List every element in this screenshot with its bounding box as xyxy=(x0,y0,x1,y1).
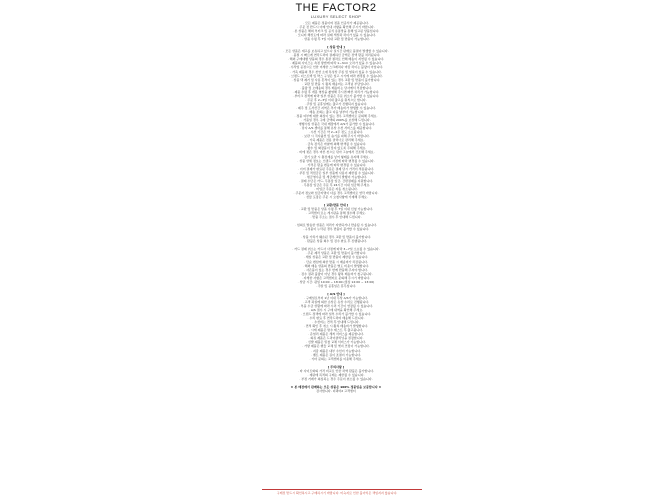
notice-line: · 재판매 목적의 구매는 제한될 수 있습니다. xyxy=(307,372,365,377)
notice-line: · 가격은 환율 변동에 따라 변경될 수 있습니다. xyxy=(305,162,367,167)
notice-line: · 고객 과실에 의한 손상은 유상 수리로 진행됩니다. xyxy=(302,299,370,304)
notice-line: · 수선 기간은 약 2~4주 정도 소요됩니다. xyxy=(308,130,364,135)
notice-line: · 타 사이트와의 가격 비교로 인한 차액 환불은 불가합니다. xyxy=(297,368,375,373)
notice-line: · 수선비는 견적 후 안내해 드립니다. xyxy=(312,320,360,325)
notice-line: · 향수 및 화장품이 닿지 않도록 주의해 주세요. xyxy=(305,146,367,151)
notice-line: · 결제 수단은 카드, 무통장 입금, 간편결제를 지원합니다. xyxy=(298,178,374,183)
notice-line: · A/S 접수 시 구매 내역을 확인해 주세요. xyxy=(308,308,364,313)
notice-line: · 부티크 정책에 따라 일부 상품은 주문 취소가 불가할 수 있습니다. xyxy=(292,93,380,98)
notice-line: · 금속 장식은 마찰에 의해 변색될 수 있습니다. xyxy=(305,142,367,147)
notice-line: · 선물 포장은 주문 시 요청사항에 기재해 주세요. xyxy=(304,194,368,199)
notice-line: · 교환 및 반품 시 왕복 배송비는 고객님 부담입니다. xyxy=(302,81,370,86)
notice-line: · 검수 결과 불량이 아닌 경우 왕복 배송비가 청구됩니다. xyxy=(299,271,373,276)
notice-line: · 쿠폰 및 적립금은 일부 상품에 사용이 제한될 수 있습니다. xyxy=(297,170,375,175)
notice-line: · 제품의 사이즈는 측정 방법에 따라 1~3cm 오차가 있을 수 있습니다. xyxy=(290,61,382,66)
section-title: [ 상품 안내 ] xyxy=(327,45,345,50)
notice-line: · 교환 및 반품은 상품 수령 후 7일 이내 신청 가능합니다. xyxy=(298,207,374,212)
notice-line: · 고객센터 또는 게시판을 통해 접수해 주세요. xyxy=(306,211,366,216)
notice-line: · 환불은 상품 회수 및 검수 완료 후 진행됩니다. xyxy=(305,239,367,244)
notice-line: · 부정 거래가 의심되는 경우 주문이 취소될 수 있습니다. xyxy=(299,376,373,381)
notice-line: · 상담 시간: 평일 10:00 ~ 18:00 (점심 12:00 ~ 13:00) xyxy=(297,279,375,284)
notice-line: · 의류 제품은 드라이클리닝을 권장합니다. xyxy=(308,336,364,341)
notice-line: · 시계 제품은 방수 테스트 후 출고됩니다. xyxy=(309,328,363,333)
notice-line: · 병행수입 상품은 국내 매장에서 A/S가 불가할 수 있습니다. xyxy=(296,122,376,127)
notice-line: · 불량 및 오배송의 경우 배송비는 당사에서 부담합니다. xyxy=(299,85,373,90)
notice-line: · 쥬얼리 제품은 세척 서비스를 제공합니다. xyxy=(308,332,364,337)
notice-line: · 자세한 사항은 고객센터로 문의해 주시기 바랍니다. xyxy=(301,275,371,280)
notice-line: · 품절 시 빠르게 연락드리며 결제하신 금액은 전액 환불 처리됩니다. xyxy=(291,53,381,58)
notice-line: · 모니터 해상도에 따라 실제 색상과 차이가 있을 수 있습니다. xyxy=(295,33,377,38)
section-title: [ A/S 안내 ] xyxy=(327,291,345,296)
notice-line: · 수리 완료 후 연락드리며 배송해 드립니다. xyxy=(307,316,365,321)
notice-line: · 상품 수령 후 7일 이내 교환 및 반품이 가능합니다. xyxy=(302,37,370,42)
notice-line: · 가죽 제품의 경우 천연 소재 특성상 주름 및 얼룩이 있을 수 있습니다. xyxy=(290,69,382,74)
footer-divider xyxy=(262,489,422,490)
notice-line: · 비에 젖은 경우 마른 천으로 닦아 그늘에서 건조해 주세요. xyxy=(297,150,375,155)
footer-warning: 구매전 반드시 확인하시고 구매하시기 바랍니다. 미숙지로 인한 불이익은 책임지지 않습니다. xyxy=(276,491,398,495)
notice-line: · 주문 후 2~3일 이내 출고를 원칙으로 합니다. xyxy=(305,97,367,102)
notice-line: · 주말 및 공휴일은 휴무입니다. xyxy=(315,283,357,288)
notice-line: · 모든 상품은 재고를 보유하고 있으나 실시간 판매로 품절이 발생할 수 있습니다. xyxy=(283,49,389,54)
notice-line: · 주문자 정보와 입금자명이 다를 경우 고객센터로 연락 바랍니다. xyxy=(293,190,379,195)
notice-line: · 무통장 입금은 주문 후 24시간 이내 입금해 주세요. xyxy=(301,182,371,187)
notice-line: · 당사 A/S 센터를 통해 유상 수선 서비스를 제공합니다. xyxy=(299,126,373,131)
section-title: [ 교환/반품 안내 ] xyxy=(323,203,349,208)
notice-line: · 제품 수령 후 개봉 영상을 촬영해 주시면 빠른 처리가 가능합니다. xyxy=(292,89,380,94)
notice-line: · 수작업 공정으로 인한 미세한 스크래치나 마감 차이는 불량이 아닙니다. xyxy=(288,65,384,70)
notice-line: 감사합니다. 더팩터2 고객센터 xyxy=(316,388,356,393)
notice-line: · 카드 결제 취소는 카드사 사정에 따라 3~7일 소요될 수 있습니다. xyxy=(292,247,380,252)
notice-line: · 미입금 주문은 자동 취소됩니다. xyxy=(314,186,358,191)
notice-line: · 사은품이 있는 경우 함께 반품해 주셔야 합니다. xyxy=(304,267,368,272)
notice-line: · 해외 구매대행 상품의 경우 통관 절차로 인해 배송이 지연될 수 있습니다. xyxy=(287,57,385,62)
section-title: ★ 본 매장에서 판매하는 모든 상품은 100% 정품임을 보증합니다 ★ xyxy=(290,384,382,389)
brand-logo-subtitle: LUXURY SELECT SHOP xyxy=(310,14,362,19)
notice-line: · 해외 배송 상품의 반품은 별도 비용이 발생합니다. xyxy=(302,263,370,268)
notice-line: · 가품일 경우 구매 금액의 200%를 보상해 드립니다. xyxy=(301,118,371,123)
notice-line: · 제주 및 도서산간 지역은 추가 배송비가 발생할 수 있습니다. xyxy=(295,105,377,110)
notice-line: · 벨트 제품은 길이 조절이 가능합니다. xyxy=(310,352,362,357)
notice-line: · 상품 가치가 훼손된 경우 교환 및 반품이 불가합니다. xyxy=(300,235,372,240)
notice-line: · 가방 제품은 핸들 교체 및 엣지 코팅이 가능합니다. xyxy=(302,344,370,349)
brand-logo-title: THE FACTOR2 xyxy=(295,2,377,14)
notice-line: · 기타 문의는 고객센터를 이용해 주세요. xyxy=(309,356,363,361)
notice-line: · 가죽 제품은 전용 클리너로 관리해 주세요. xyxy=(307,138,365,143)
section-title: [ 주의사항 ] xyxy=(327,364,345,369)
notice-line: · 주말 및 공휴일에는 출고가 진행되지 않습니다. xyxy=(304,101,368,106)
product-notice xyxy=(236,2,436,498)
notice-line: · 브랜드 정책에 따라 일부 수리가 불가할 수 있습니다. xyxy=(300,312,372,317)
notice-line: · 보관 시 직사광선 및 습기를 피해 주시기 바랍니다. xyxy=(302,134,370,139)
notice-line: · 견적 확인 후 취소 시 왕복 배송비가 발생합니다. xyxy=(303,324,369,329)
notice-line: · 주문 제작 상품은 교환 및 반품이 불가합니다. xyxy=(305,251,367,256)
notice-line: · 구매일로부터 1년 이내 무상 A/S가 가능합니다. xyxy=(304,295,368,300)
notice-line: · 현금영수증 및 세금계산서 발행이 가능합니다. xyxy=(305,174,367,179)
notice-line: · 부품 수급 상황에 따라 수리 기간이 연장될 수 있습니다. xyxy=(298,304,374,308)
notice-line: · 임의로 발송한 상품은 처리가 지연되거나 반송될 수 있습니다. xyxy=(295,223,377,228)
notice-line: · 구성품이 누락된 경우 반품이 불가할 수 있습니다. xyxy=(302,227,370,232)
brand-header xyxy=(236,2,436,19)
notice-line: · 단순 변심에 의한 반품 시 배송비가 차감됩니다. xyxy=(304,259,368,264)
notice-line: · 상품 택 제거 및 사용 흔적이 있는 경우 교환 및 반품이 불가합니다. xyxy=(291,77,381,82)
closing-text xyxy=(236,385,436,393)
notice-line: · 정품 여부에 대한 의심이 있는 경우 고객센터로 문의해 주세요. xyxy=(294,114,378,119)
notice-line: · 상품 상세 정보는 브랜드 사정에 따라 변경될 수 있습니다. xyxy=(297,158,375,163)
notice-line: · 배송 조회는 출고 다음 날부터 가능합니다. xyxy=(307,109,365,114)
notice-line: · 지갑 제품은 내부 수선이 가능합니다. xyxy=(310,348,362,353)
notice-line: · 신발 제품은 밑창 교체 서비스가 가능합니다. xyxy=(306,340,366,345)
notice-line: · 브랜드 더스트백 및 박스 구성은 입고 시기에 따라 변경될 수 있습니다. xyxy=(289,73,383,78)
notice-line: · 이미 결제가 완료된 주문은 결제 당시 가격이 적용됩니다. xyxy=(297,166,375,171)
notice-line: · 장기 보관 시 충전재를 넣어 형태를 유지해 주세요. xyxy=(302,154,370,159)
notice-line: · 세일 상품은 교환 및 반품이 제한될 수 있습니다. xyxy=(303,255,369,260)
notice-line: · 반품 주소는 접수 후 안내해 드립니다. xyxy=(310,215,362,220)
notice-body xyxy=(236,21,436,381)
notice-line: · 본 상품은 해외 부티크 및 공식 유통망을 통해 입고된 상품입니다. xyxy=(292,29,380,34)
notice-line: · 모든 제품은 정품이며 정품 인증서가 제공됩니다. xyxy=(303,21,369,25)
notice-line: · 주문 전 반드시 아래 안내 사항을 확인해 주시기 바랍니다. xyxy=(297,25,375,30)
